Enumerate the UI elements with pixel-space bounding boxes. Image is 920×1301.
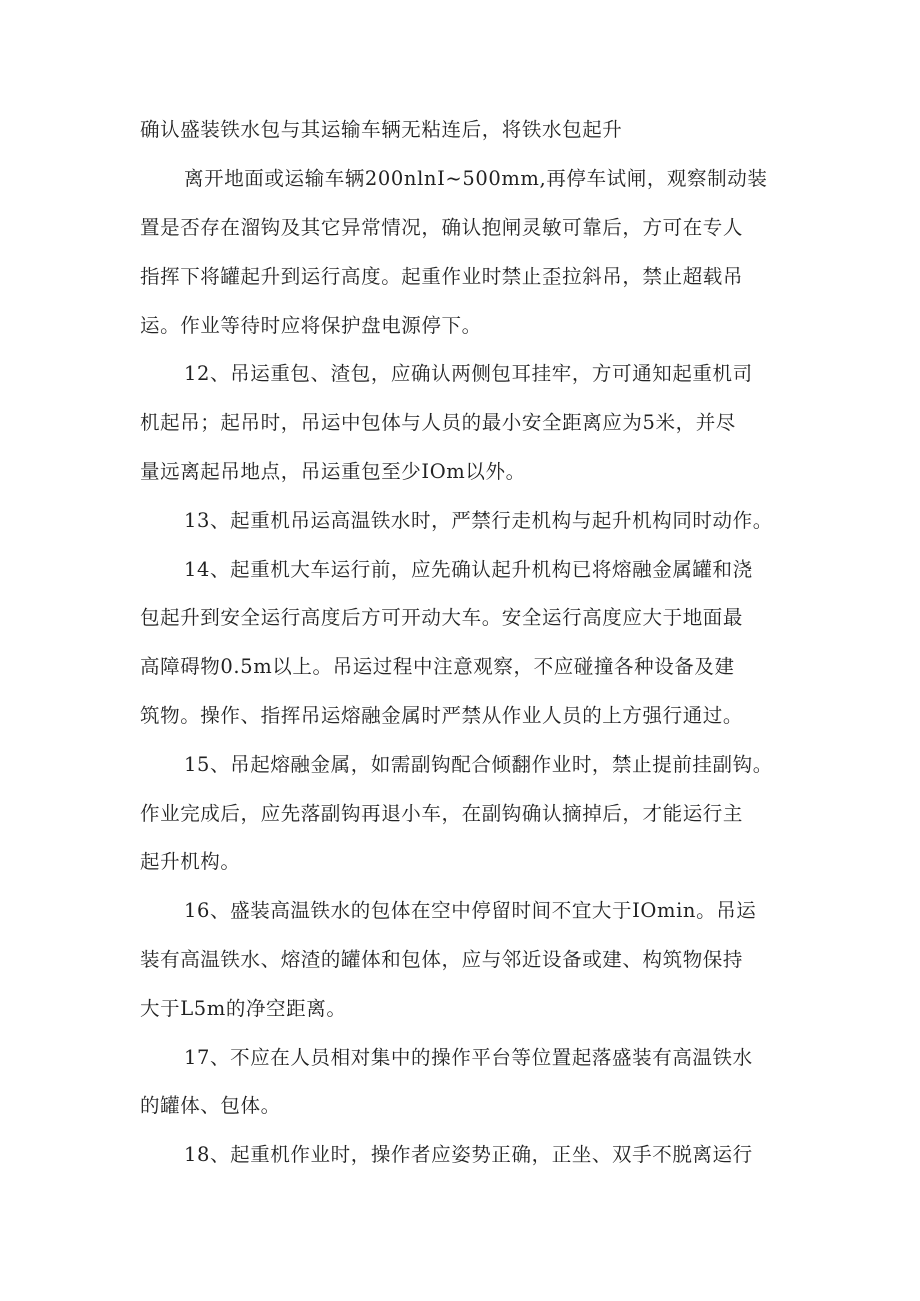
text-line: 16、盛装高温铁水的包体在空中停留时间不宜大于IOmin。吊运 <box>184 899 757 922</box>
text-line: 确认盛装铁水包与其运输车辆无粘连后，将铁水包起升 <box>140 118 623 141</box>
text-line: 起升机构。 <box>140 850 241 873</box>
text-line: 14、起重机大车运行前，应先确认起升机构已将熔融金属罐和浇 <box>184 558 753 581</box>
text-line: 运。作业等待时应将保护盘电源停下。 <box>140 314 482 337</box>
text-line: 作业完成后，应先落副钩再退小车，在副钩确认摘掉后，才能运行主 <box>140 802 744 825</box>
text-line: 离开地面或运输车辆200nlnI~500mm,再停车试闸，观察制动装 <box>184 167 768 190</box>
text-line: 17、不应在人员相对集中的操作平台等位置起落盛装有高温铁水 <box>184 1046 753 1069</box>
text-line: 大于L5m的净空距离。 <box>140 997 347 1020</box>
text-line: 包起升到安全运行高度后方可开动大车。安全运行高度应大于地面最 <box>140 606 744 629</box>
text-line: 置是否存在溜钩及其它异常情况，确认抱闸灵敏可靠后，方可在专人 <box>140 216 744 239</box>
text-line: 18、起重机作业时，操作者应姿势正确，正坐、双手不脱离运行 <box>184 1143 753 1166</box>
text-line: 13、起重机吊运高温铁水时，严禁行走机构与起升机构同时动作。 <box>184 509 773 532</box>
text-line: 的罐体、包体。 <box>140 1094 281 1117</box>
text-line: 15、吊起熔融金属，如需副钩配合倾翻作业时，禁止提前挂副钩。 <box>184 753 773 776</box>
text-line: 装有高温铁水、熔渣的罐体和包体，应与邻近设备或建、构筑物保持 <box>140 948 744 971</box>
text-line: 机起吊；起吊时，吊运中包体与人员的最小安全距离应为5米，并尽 <box>140 411 736 434</box>
text-line: 量远离起吊地点，吊运重包至少IOm以外。 <box>140 460 526 483</box>
text-line: 高障碍物0.5m以上。吊运过程中注意观察，不应碰撞各种设备及建 <box>140 655 735 678</box>
text-line: 筑物。操作、指挥吊运熔融金属时严禁从作业人员的上方强行通过。 <box>140 704 744 727</box>
text-line: 指挥下将罐起升到运行高度。起重作业时禁止歪拉斜吊，禁止超载吊 <box>140 265 744 288</box>
text-line: 12、吊运重包、渣包，应确认两侧包耳挂牢，方可通知起重机司 <box>184 362 753 385</box>
